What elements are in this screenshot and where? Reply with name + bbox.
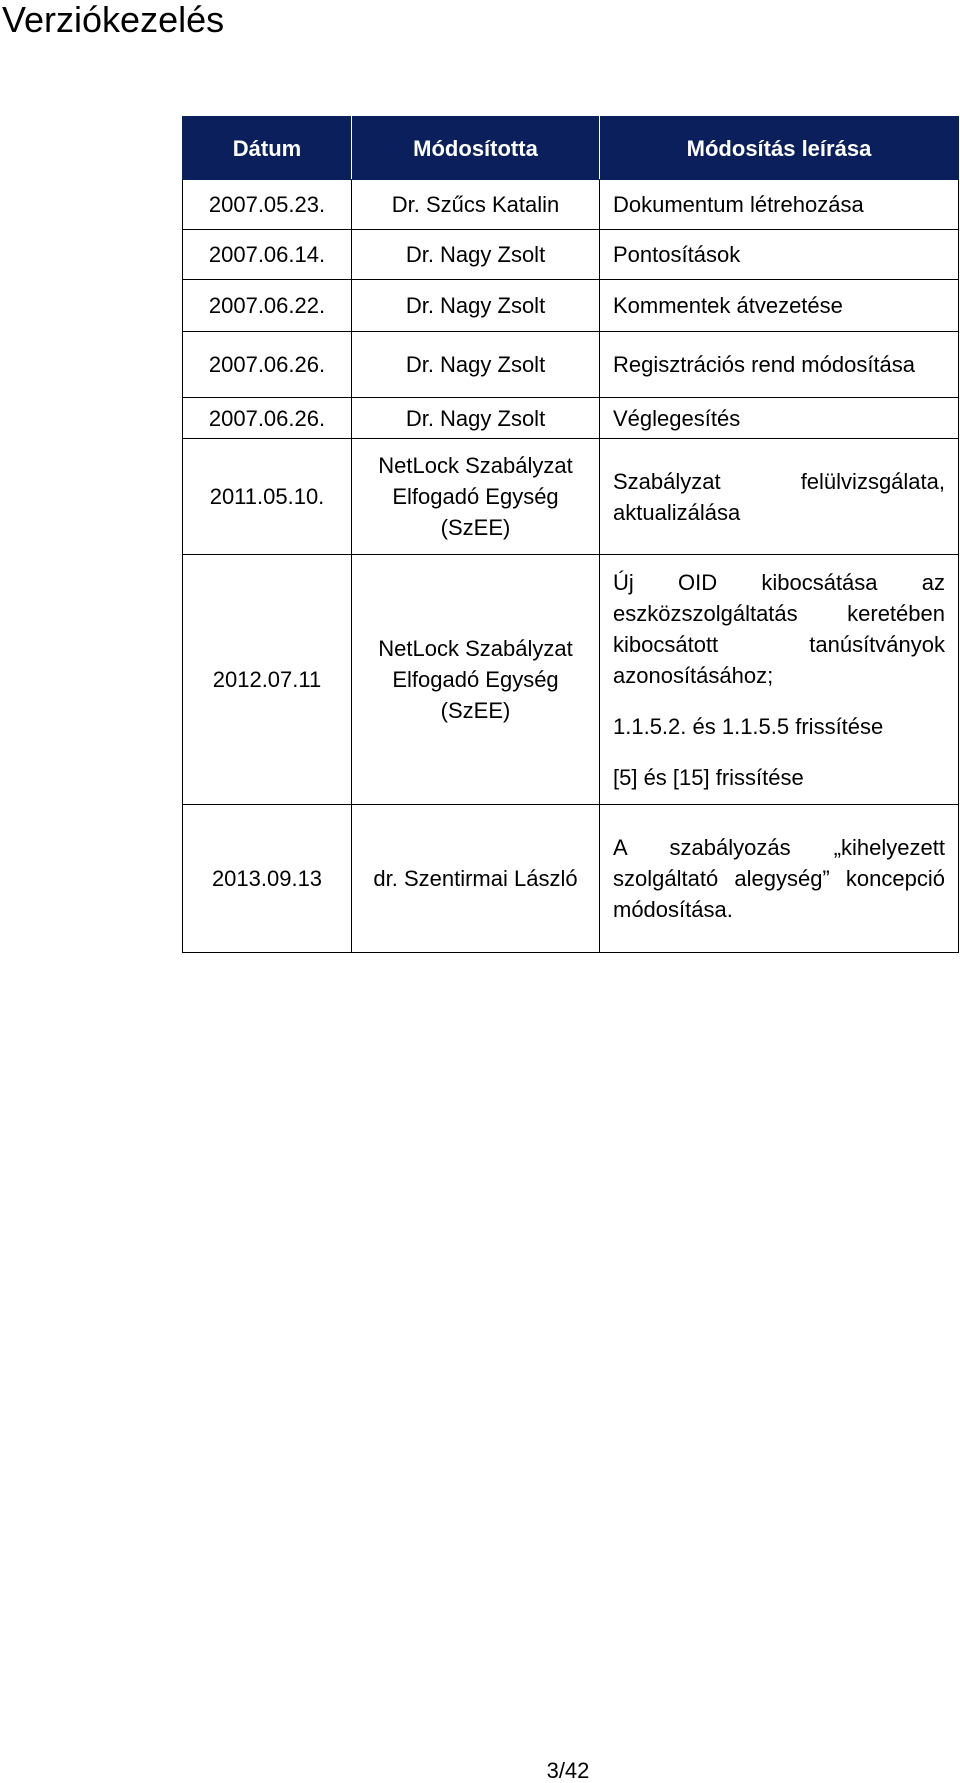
- cell-date: 2007.05.23.: [183, 180, 352, 230]
- cell-description: Véglegesítés: [600, 398, 959, 439]
- cell-date: 2013.09.13: [183, 805, 352, 953]
- cell-description: Szabályzat felülvizsgálata, aktualizálása: [600, 439, 959, 555]
- cell-author: Dr. Nagy Zsolt: [352, 280, 600, 332]
- table-row: [183, 555, 959, 805]
- table-row: [183, 805, 959, 953]
- cell-date: 2012.07.11: [183, 555, 352, 805]
- cell-author: Dr. Nagy Zsolt: [352, 398, 600, 439]
- cell-date: 2011.05.10.: [183, 439, 352, 555]
- header-date: Dátum: [183, 117, 352, 180]
- cell-description: Kommentek átvezetése: [600, 280, 959, 332]
- cell-date: 2007.06.22.: [183, 280, 352, 332]
- description-paragraph: Új OID kibocsátása az eszközszolgáltatás keretében kibocsátott tanúsítványok azonosításához;: [613, 569, 945, 688]
- cell-author: NetLock Szabályzat Elfogadó Egység (SzEE): [352, 439, 600, 555]
- table-header-row: [183, 117, 959, 180]
- version-history-table: [182, 116, 959, 953]
- cell-description: Dokumentum létrehozása: [600, 180, 959, 230]
- cell-description: A szabályozás „kihelyezett szolgáltató alegység” koncepció módosítása.: [600, 805, 959, 953]
- header-author: Módosította: [352, 117, 600, 180]
- table-row: [183, 280, 959, 332]
- page-number: 3/42: [546, 1758, 590, 1783]
- cell-date: 2007.06.26.: [183, 398, 352, 439]
- table-row: [183, 439, 959, 555]
- description-paragraph: 1.1.5.2. és 1.1.5.5 frissítése: [613, 713, 884, 739]
- table-row: [183, 230, 959, 280]
- header-description: Módosítás leírása: [600, 117, 959, 180]
- cell-description: [600, 555, 959, 805]
- cell-author: Dr. Nagy Zsolt: [352, 332, 600, 398]
- cell-description: Pontosítások: [600, 230, 959, 280]
- table-row: [183, 180, 959, 230]
- cell-author: Dr. Nagy Zsolt: [352, 230, 600, 280]
- cell-date: 2007.06.26.: [183, 332, 352, 398]
- cell-date: 2007.06.14.: [183, 230, 352, 280]
- description-paragraph: [5] és [15] frissítése: [613, 764, 804, 790]
- cell-description: Regisztrációs rend módosítása: [600, 332, 959, 398]
- cell-author: NetLock Szabályzat Elfogadó Egység (SzEE): [352, 555, 600, 805]
- cell-author: Dr. Szűcs Katalin: [352, 180, 600, 230]
- page-title: Verziókezelés: [2, 0, 225, 40]
- table-row: [183, 398, 959, 439]
- cell-author: dr. Szentirmai László: [352, 805, 600, 953]
- table-row: [183, 332, 959, 398]
